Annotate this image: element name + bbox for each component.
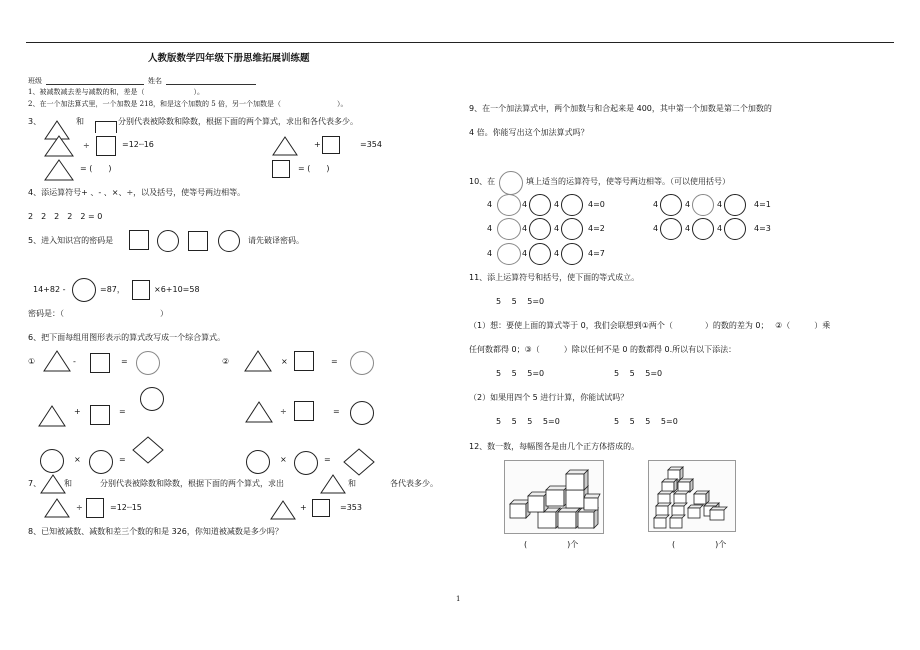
operator-blank[interactable]: [660, 218, 682, 240]
question-11-expression[interactable]: 5 5 5 5=0: [614, 417, 678, 426]
result: 4=2: [588, 224, 605, 233]
circle-icon: [40, 449, 64, 473]
result: 4=3: [754, 224, 771, 233]
answer-figure-1[interactable]: ( )个: [524, 540, 579, 549]
circle-icon: [499, 171, 523, 195]
operator-blank[interactable]: [561, 194, 583, 216]
question-7-and-2: 和: [348, 479, 356, 488]
class-label: 班级: [28, 77, 42, 85]
cube-stack-figure-2: [648, 460, 736, 532]
question-11-expression[interactable]: 5 5 5 5=0: [496, 417, 560, 426]
square-icon: [272, 160, 290, 178]
operand: 4: [522, 249, 528, 258]
question-11: 11、添上运算符号和括号，使下面的等式成立。: [469, 273, 640, 282]
result: 4=1: [754, 200, 771, 209]
question-9-line-1: 9、在一个加法算式中，两个加数与和合起来是 400，其中第一个加数是第二个加数的: [469, 104, 772, 113]
operand: 4: [554, 200, 560, 209]
password-answer[interactable]: 密码是：（ ）: [28, 309, 168, 318]
diamond-icon: [343, 448, 375, 476]
question-10-text: 填上适当的运算符号，使等号两边相等。（可以使用括号）: [526, 177, 730, 186]
question-3-answer-2[interactable]: = ( ): [298, 164, 330, 173]
square-icon: [96, 136, 116, 156]
operand: 4: [685, 224, 691, 233]
triangle-icon: [44, 159, 74, 181]
square-icon: [294, 401, 314, 421]
circle-icon: [157, 230, 179, 252]
question-3-result-1: =12┈16: [122, 140, 154, 149]
triangle-icon: [244, 350, 272, 372]
square-icon: [294, 351, 314, 371]
square-icon: [90, 405, 110, 425]
question-7-result-1: =12┈15: [110, 503, 142, 512]
triangle-icon: [38, 405, 66, 427]
circle-icon: [294, 451, 318, 475]
square-icon: [90, 353, 110, 373]
question-7-result-2: =353: [340, 503, 362, 512]
question-7-text: 分别代表被除数和除数，根据下面的两个算式，求出: [100, 479, 284, 488]
triangle-icon: [44, 498, 70, 518]
question-4: 4、添运算符号+ 、- 、×、÷，以及括号，使等号两边相等。: [28, 188, 246, 197]
question-3-text: 分别代表被除数和除数，根据下面的两个算式，求出和各代表多少。: [118, 117, 358, 126]
operand: 4: [487, 249, 493, 258]
question-7-tail: 各代表多少。: [390, 479, 438, 488]
square-icon: [95, 121, 117, 133]
operator-blank[interactable]: [497, 243, 521, 265]
name-label: 姓名: [148, 77, 162, 85]
circle-icon: [218, 230, 240, 252]
cube-stack-figure-1: [504, 460, 604, 534]
operator-blank[interactable]: [724, 194, 746, 216]
operator-blank[interactable]: [660, 194, 682, 216]
question-7-and: 和: [64, 479, 72, 488]
operand: 4: [717, 200, 723, 209]
minus-sign: -: [73, 357, 76, 366]
question-1: 1、被减数减去差与减数的和，差是（ ）。: [28, 88, 204, 96]
question-11-expression[interactable]: 5 5 5=0: [614, 369, 663, 378]
triangle-icon: [245, 401, 273, 423]
operator-blank[interactable]: [497, 194, 521, 216]
question-11-expression[interactable]: 5 5 5=0: [496, 369, 545, 378]
question-5-tail: 请先破译密码。: [248, 236, 304, 245]
operand: 4: [554, 224, 560, 233]
question-4-expression[interactable]: 2 2 2 2 2 = 0: [28, 212, 103, 221]
circle-icon: [136, 351, 160, 375]
page-number: 1: [456, 595, 461, 603]
equals-sign: =: [119, 455, 126, 464]
question-11-part-2: （2）如果用四个 5 进行计算，你能试试吗？: [469, 393, 629, 402]
question-12: 12、数一数，每幅图各是由几个正方体搭成的。: [469, 442, 640, 451]
operand: 4: [522, 200, 528, 209]
operand: 4: [554, 249, 560, 258]
circle-icon: [350, 351, 374, 375]
plus-sign: +: [300, 503, 307, 512]
operator-blank[interactable]: [692, 218, 714, 240]
square-icon: [312, 499, 330, 517]
triangle-icon: [320, 474, 346, 494]
square-icon: [86, 498, 104, 518]
equals-sign: =: [331, 357, 338, 366]
operand: 4: [653, 224, 659, 233]
page-title: 人教版数学四年级下册思维拓展训练题: [148, 53, 310, 64]
question-2: 2、在一个加法算式里，一个加数是 218，和是这个加数的 5 倍，另一个加数是（ ）。: [28, 100, 348, 108]
question-9-line-2: 4 倍。你能写出这个加法算式吗？: [469, 128, 589, 137]
result: 4=0: [588, 200, 605, 209]
triangle-icon: [270, 500, 296, 520]
group-1-marker: ①: [28, 357, 36, 366]
question-3-number: 3、: [28, 117, 42, 126]
circle-icon: [140, 387, 164, 411]
question-3-result-2: =354: [360, 140, 382, 149]
equals-sign: =: [119, 407, 126, 416]
equals-sign: =: [324, 455, 331, 464]
operand: 4: [653, 200, 659, 209]
circle-icon: [350, 401, 374, 425]
question-8: 8、已知被减数、减数和差三个数的和是 326，你知道被减数是多少吗？: [28, 527, 283, 536]
circle-icon: [89, 450, 113, 474]
triangle-icon: [44, 135, 74, 157]
operator-blank[interactable]: [529, 243, 551, 265]
operand: 4: [717, 224, 723, 233]
question-11-expression[interactable]: 5 5 5=0: [496, 297, 545, 306]
circle-icon: [72, 278, 96, 302]
operator-blank[interactable]: [529, 194, 551, 216]
top-rule: [26, 42, 894, 43]
name-field-line[interactable]: [166, 84, 256, 85]
divide-sign: ÷: [76, 503, 83, 512]
question-3-answer-1[interactable]: = ( ): [80, 164, 112, 173]
answer-figure-2[interactable]: ( )个: [672, 540, 727, 549]
divide-sign: ÷: [83, 141, 90, 150]
question-7-number: 7、: [28, 479, 42, 488]
class-field-line[interactable]: [46, 84, 144, 85]
times-sign: ×: [281, 357, 288, 366]
square-icon: [188, 231, 208, 251]
question-5: 5、进入知识宫的密码是: [28, 236, 114, 245]
times-sign: ×: [280, 455, 287, 464]
operator-blank[interactable]: [692, 194, 714, 216]
question-6: 6、把下面每组用图形表示的算式改写成一个综合算式。: [28, 333, 226, 342]
result: 4=7: [588, 249, 605, 258]
operator-blank[interactable]: [529, 218, 551, 240]
times-sign: ×: [74, 455, 81, 464]
operand: 4: [522, 224, 528, 233]
triangle-icon: [43, 350, 71, 372]
operator-blank[interactable]: [561, 243, 583, 265]
operator-blank[interactable]: [561, 218, 583, 240]
question-11-part-1-line-2: 任何数都得 0；③（ ）除以任何不是 0 的数都得 0.所以有以下添法：: [469, 345, 737, 354]
operand: 4: [487, 200, 493, 209]
question-5-expression-1-result: =87，: [100, 285, 125, 294]
square-icon: [322, 136, 340, 154]
question-5-expression-2: ×6+10=58: [154, 285, 200, 294]
question-11-part-1-line-1: （1）想：要使上面的算式等于 0，我们会联想到①两个（ ）的数的差为 0； ②（ ）乘: [469, 321, 831, 330]
diamond-icon: [132, 436, 164, 464]
divide-sign: ÷: [280, 407, 287, 416]
operator-blank[interactable]: [724, 218, 746, 240]
operator-blank[interactable]: [497, 218, 521, 240]
group-2-marker: ②: [222, 357, 230, 366]
plus-sign: +: [74, 407, 81, 416]
circle-icon: [246, 450, 270, 474]
plus-sign: +: [314, 140, 321, 149]
triangle-icon: [272, 136, 298, 156]
square-icon: [129, 230, 149, 250]
operand: 4: [487, 224, 493, 233]
question-5-expression-1: 14+82 -: [33, 285, 66, 294]
triangle-icon: [40, 474, 66, 494]
equals-sign: =: [333, 407, 340, 416]
operand: 4: [685, 200, 691, 209]
square-icon: [132, 280, 150, 300]
question-3-and: 和: [76, 117, 84, 126]
equals-sign: =: [121, 357, 128, 366]
question-10-prefix: 10、在: [469, 177, 496, 186]
